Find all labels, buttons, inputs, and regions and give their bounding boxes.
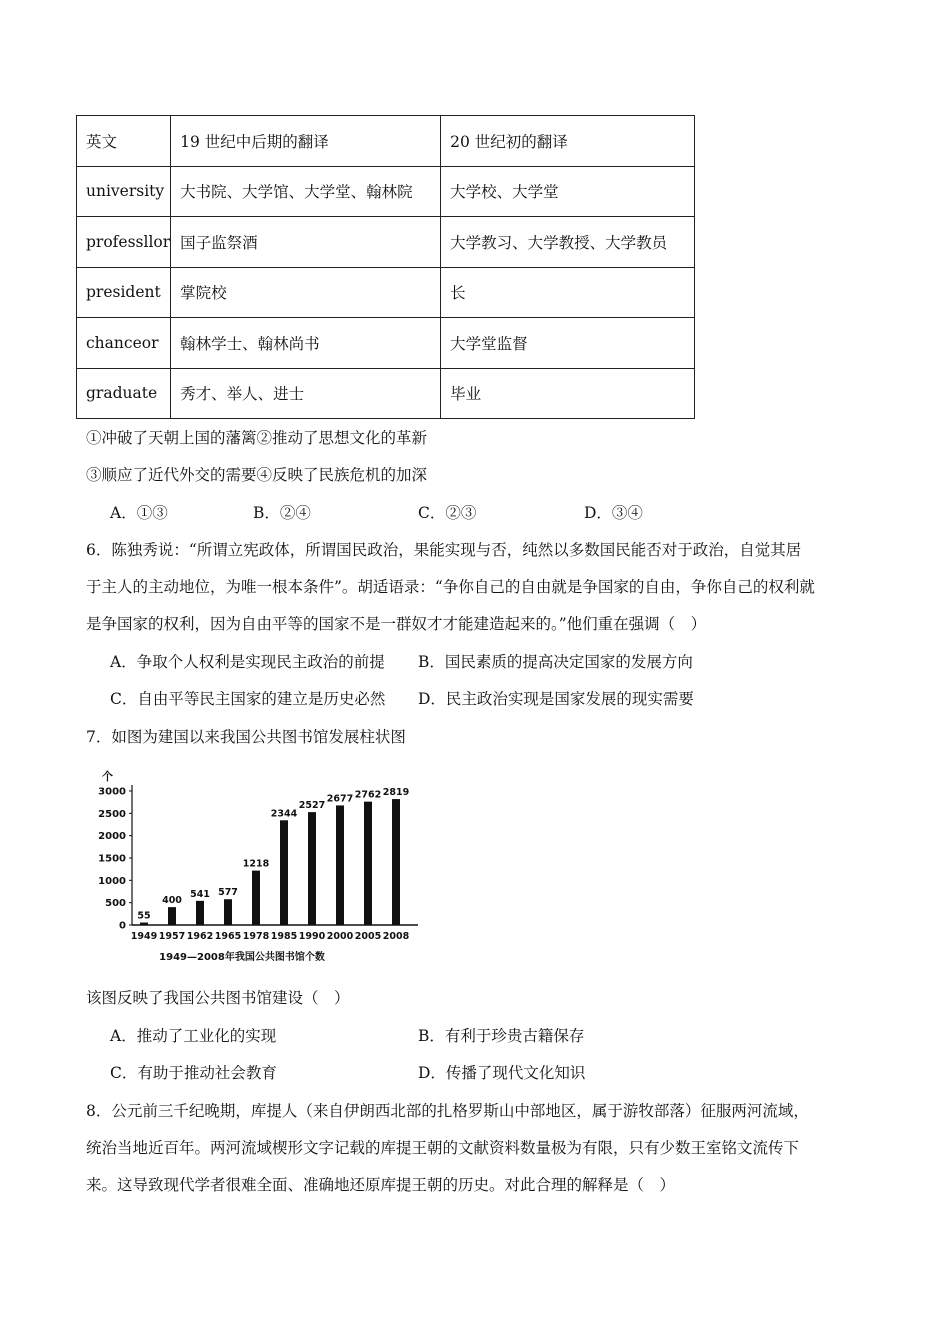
- table-cell: 大学校、大学堂: [441, 166, 695, 217]
- table-header-row: [77, 116, 695, 167]
- q7-option-d: D．传播了现代文化知识: [418, 1064, 586, 1082]
- table-row: [77, 166, 695, 217]
- chart-x-tick-label: 1990: [298, 931, 326, 942]
- chart-bar: [168, 907, 176, 925]
- table-row: [77, 368, 695, 419]
- table-cell: 国子监祭酒: [171, 217, 441, 268]
- q5-statements-line2: ③顺应了近代外交的需要④反映了民族危机的加深: [86, 466, 428, 484]
- table-cell: 大学教习、大学教授、大学教员: [441, 217, 695, 268]
- q7-option-c: C．有助于推动社会教育: [110, 1064, 277, 1082]
- chart-data-label: 2344: [270, 808, 298, 820]
- table-cell: 大学堂监督: [441, 318, 695, 369]
- chart-bar: [392, 799, 400, 925]
- q7-option-b: B．有利于珍贵古籍保存: [418, 1027, 585, 1045]
- q5-option-c: C．②③: [418, 504, 477, 522]
- table-cell: university: [77, 166, 171, 217]
- q5-option-d: D．③④: [584, 504, 643, 522]
- q6-stem-line2: 于主人的主动地位，为唯一根本条件”。胡适语录：“争你自己的自由就是争国家的自由，争你自己的权利就: [86, 578, 815, 596]
- library-bar-chart: [92, 766, 432, 968]
- chart-x-tick-label: 1962: [186, 931, 214, 942]
- translation-table: [76, 115, 695, 419]
- q5-option-a: A．①③: [110, 504, 168, 522]
- chart-data-label: 2677: [326, 793, 354, 805]
- chart-y-tick-label: 0: [119, 920, 126, 932]
- chart-y-tick-label: 3000: [98, 786, 126, 798]
- q6-option-c: C．自由平等民主国家的建立是历史必然: [110, 690, 386, 708]
- table-header-cell: 19 世纪中后期的翻译: [171, 116, 441, 167]
- chart-x-tick-label: 1957: [158, 931, 186, 942]
- table-cell: 大书院、大学馆、大学堂、翰林院: [171, 166, 441, 217]
- table-row: [77, 267, 695, 318]
- q7-question: 该图反映了我国公共图书馆建设（ ）: [86, 989, 350, 1007]
- table-cell: 掌院校: [171, 267, 441, 318]
- chart-x-tick-label: 2000: [326, 931, 354, 942]
- chart-title: 1949—2008年我国公共图书馆个数: [159, 952, 325, 963]
- chart-bar: [196, 901, 204, 925]
- chart-y-axis-label: 个: [102, 770, 113, 783]
- chart-data-label: 1218: [242, 858, 270, 870]
- chart-data-label: 577: [218, 887, 238, 899]
- chart-y-tick-label: 1500: [98, 853, 126, 865]
- chart-data-label: 55: [137, 910, 151, 922]
- chart-data-label: 2762: [354, 789, 382, 801]
- chart-x-tick-label: 2005: [354, 931, 382, 942]
- q6-option-d: D．民主政治实现是国家发展的现实需要: [418, 690, 694, 708]
- chart-bar: [140, 923, 148, 925]
- q7-stem: 7．如图为建国以来我国公共图书馆发展柱状图: [86, 728, 406, 746]
- table-cell: professllor: [77, 217, 171, 268]
- chart-data-label: 2527: [298, 800, 326, 812]
- q8-stem-line1: 8．公元前三千纪晚期，库提人（来自伊朗西北部的扎格罗斯山中部地区，属于游牧部落）征服两河流域，: [86, 1102, 809, 1120]
- chart-x-tick-label: 1949: [130, 931, 158, 942]
- table-cell: 秀才、举人、进士: [171, 368, 441, 419]
- table-header-cell: 英文: [77, 116, 171, 167]
- chart-data-label: 400: [162, 895, 182, 907]
- table-cell: 长: [441, 267, 695, 318]
- q5-option-b: B．②④: [253, 504, 311, 522]
- q6-stem-line3: 是争国家的权利，因为自由平等的国家不是一群奴才才能建造起来的。”他们重在强调（ ）: [86, 615, 707, 633]
- chart-x-tick-label: 1985: [270, 931, 298, 942]
- chart-x-tick-label: 2008: [382, 931, 410, 942]
- chart-bar: [252, 871, 260, 925]
- chart-bar: [280, 820, 288, 925]
- table-row: [77, 217, 695, 268]
- q6-option-a: A．争取个人权利是实现民主政治的前提: [110, 653, 385, 671]
- q8-stem-line3: 来。这导致现代学者很难全面、准确地还原库提王朝的历史。对此合理的解释是（ ）: [86, 1176, 676, 1194]
- table-cell: chanceor: [77, 318, 171, 369]
- q6-option-b: B．国民素质的提高决定国家的发展方向: [418, 653, 693, 671]
- chart-y-tick-label: 500: [105, 898, 126, 910]
- q8-stem-line2: 统治当地近百年。两河流域楔形文字记载的库提王朝的文献资料数量极为有限，只有少数王室铭文流传下: [86, 1139, 800, 1157]
- chart-data-label: 541: [190, 888, 210, 900]
- q6-stem-line1: 6．陈独秀说：“所谓立宪政体，所谓国民政治，果能实现与否，纯然以多数国民能否对于政治，自觉其居: [86, 541, 802, 559]
- chart-x-tick-label: 1965: [214, 931, 242, 942]
- chart-bar: [308, 812, 316, 925]
- chart-data-label: 2819: [382, 787, 410, 799]
- chart-y-tick-label: 1000: [98, 875, 126, 887]
- table-cell: 毕业: [441, 368, 695, 419]
- chart-x-tick-label: 1978: [242, 931, 270, 942]
- chart-bar: [364, 802, 372, 925]
- table-cell: graduate: [77, 368, 171, 419]
- table-header-cell: 20 世纪初的翻译: [441, 116, 695, 167]
- chart-bar: [336, 805, 344, 925]
- table-cell: 翰林学士、翰林尚书: [171, 318, 441, 369]
- table-row: [77, 318, 695, 369]
- q7-option-a: A．推动了工业化的实现: [110, 1027, 277, 1045]
- table-cell: president: [77, 267, 171, 318]
- chart-y-tick-label: 2000: [98, 831, 126, 843]
- chart-bar: [224, 899, 232, 925]
- q5-statements-line1: ①冲破了天朝上国的藩篱②推动了思想文化的革新: [86, 429, 428, 447]
- chart-y-tick-label: 2500: [98, 808, 126, 820]
